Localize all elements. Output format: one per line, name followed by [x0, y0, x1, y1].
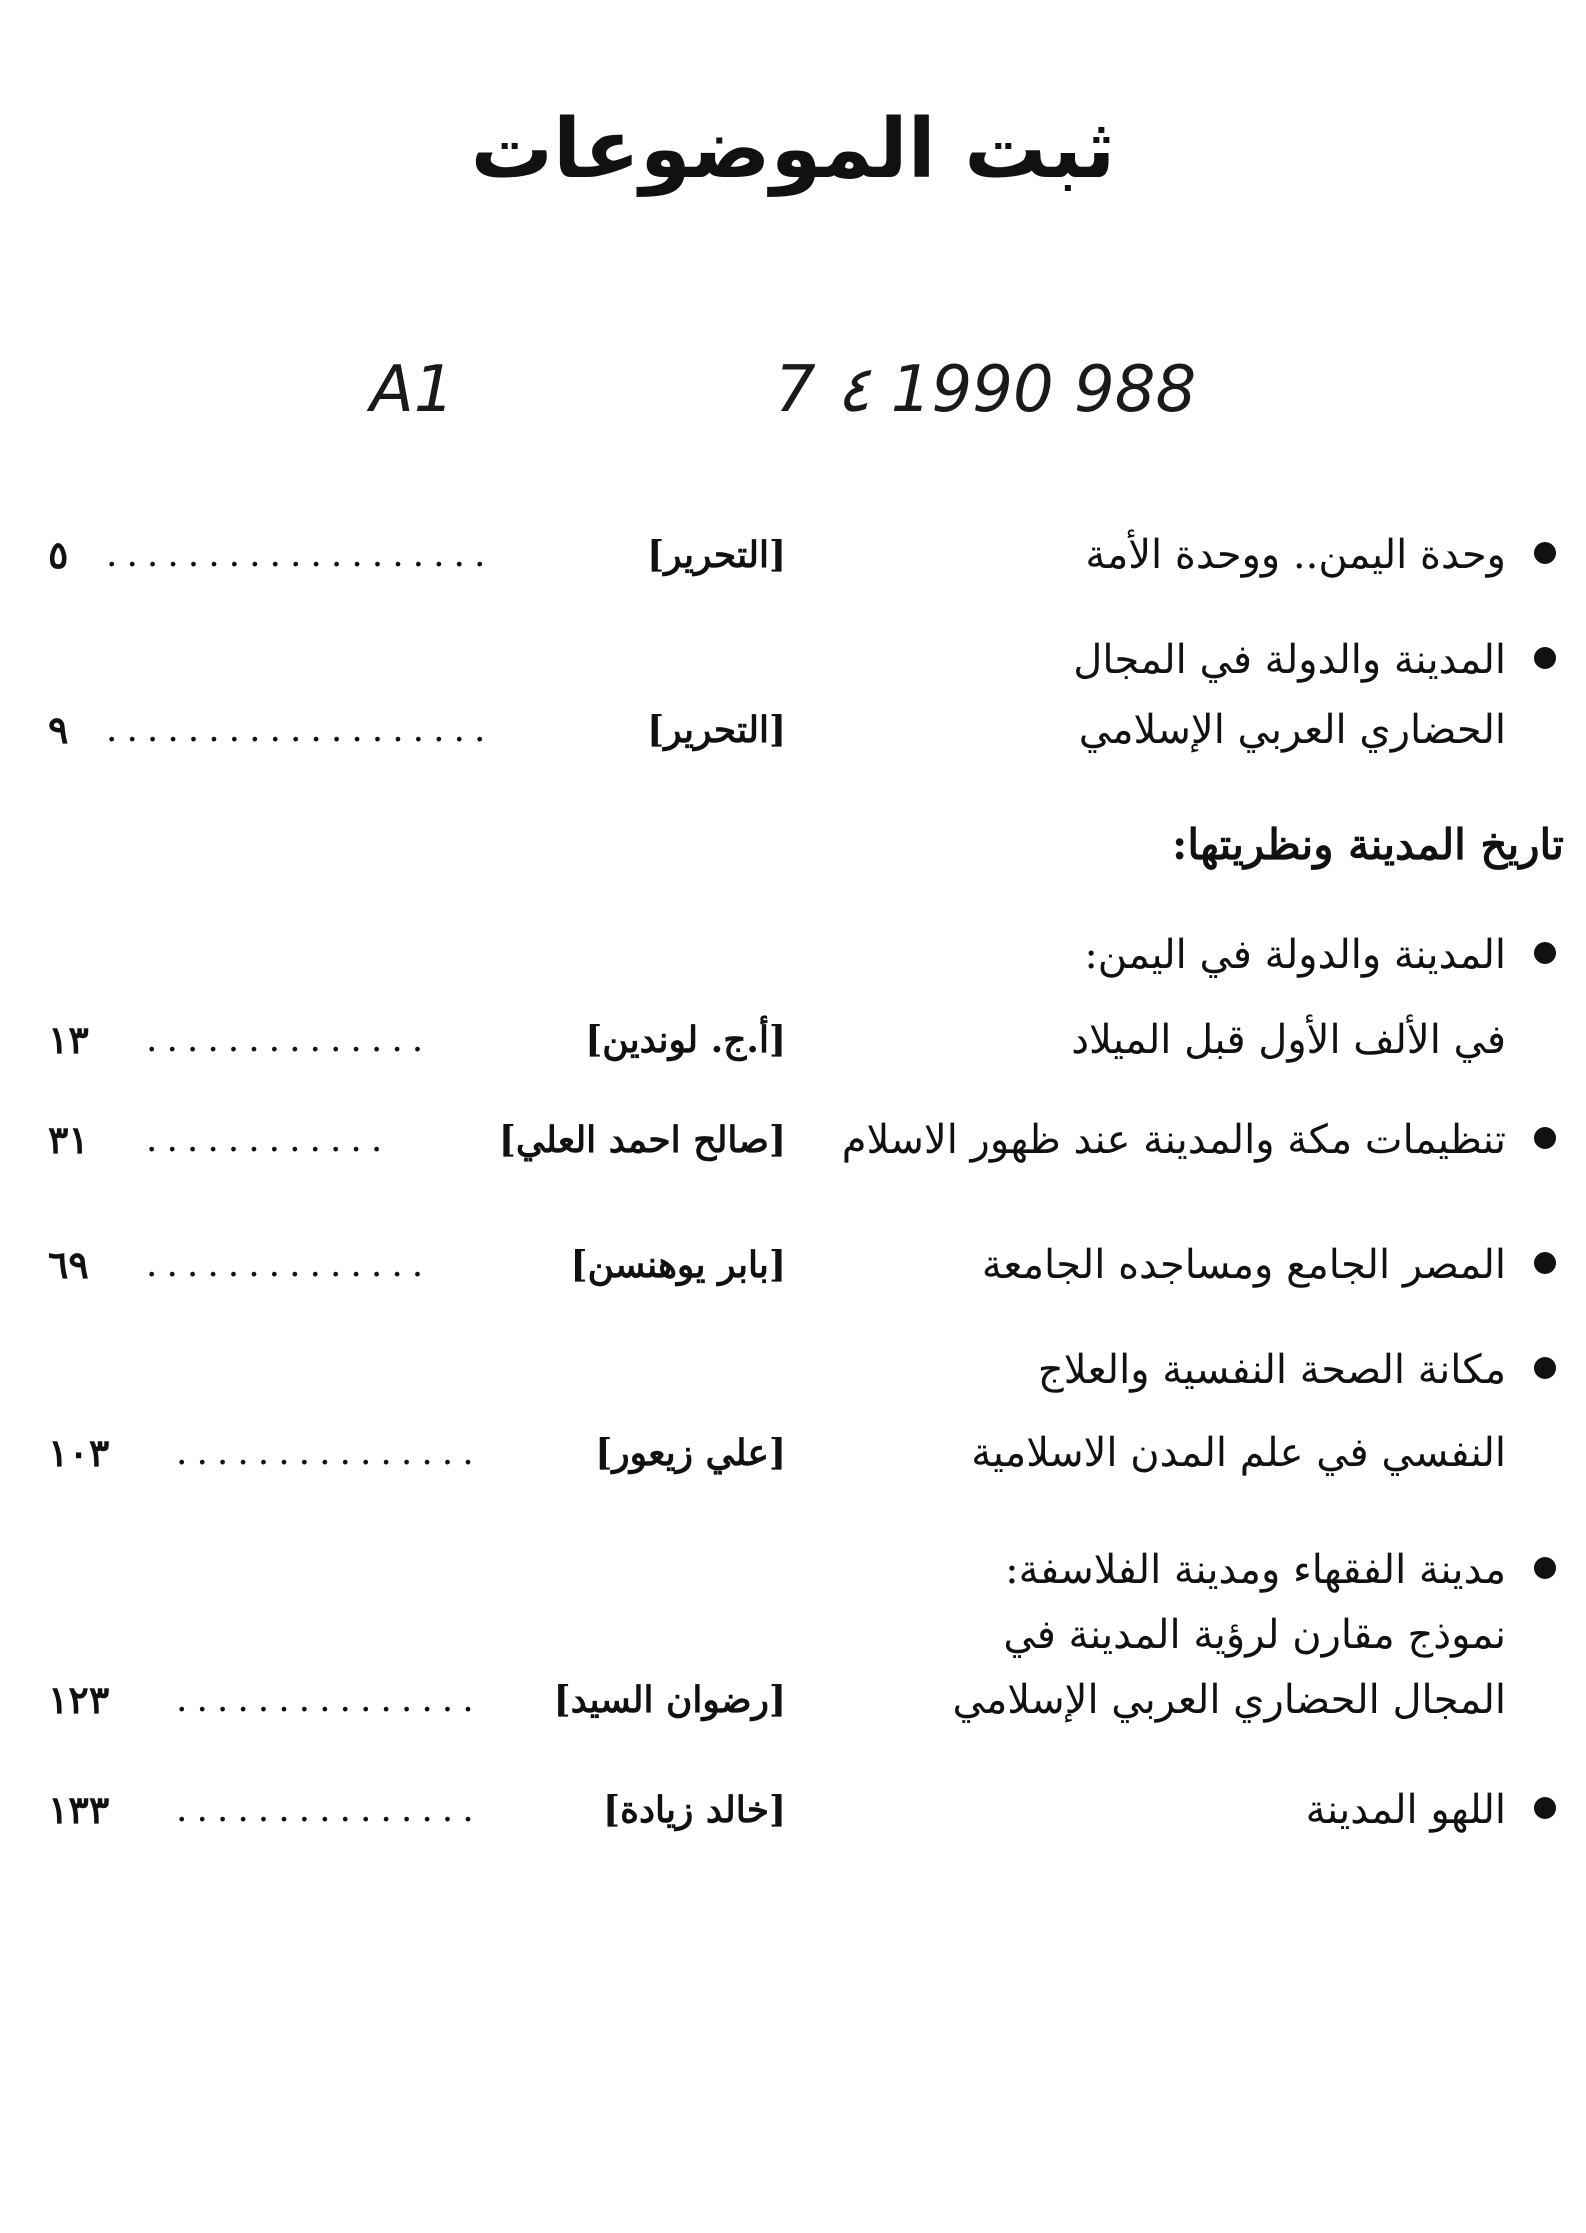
handwritten-code: A1 [370, 353, 455, 427]
leader-dots: ............... [176, 1432, 483, 1473]
leader-dots: ............... [176, 1679, 483, 1720]
entry-title: اللهو المدينة [1305, 1787, 1506, 1833]
entry-title: مكانة الصحة النفسية والعلاج [1037, 1347, 1506, 1393]
entry-page-number: ٩ [48, 707, 69, 752]
leader-dots: ................... [106, 534, 495, 575]
toc-entry-continuation [26, 1600, 1556, 1670]
entry-page-number: ٥ [48, 532, 69, 577]
toc-entry-continuation: المجال الحضاري العربي الإسلامي [رضوان السيد] ............... ١٢٣ [26, 1665, 1556, 1735]
entry-title: تنظيمات مكة والمدينة عند ظهور الاسلام [841, 1117, 1506, 1163]
section-heading: تاريخ المدينة ونظريتها: [1171, 820, 1564, 869]
entry-title: المصر الجامع ومساجده الجامعة [981, 1242, 1506, 1288]
entry-title-line2: في الألف الأول قبل الميلاد [1071, 1017, 1506, 1063]
entry-page-number: ١٣٣ [48, 1787, 110, 1832]
bullet-icon [1534, 542, 1556, 564]
leader-dots: ............... [176, 1789, 483, 1830]
entry-page-number: ١٣ [48, 1017, 89, 1062]
entry-title-line2: الحضاري العربي الإسلامي [1078, 707, 1506, 753]
entry-title: وحدة اليمن.. ووحدة الأمة [1085, 532, 1506, 578]
toc-entry-continuation: في الألف الأول قبل الميلاد [أ.ج. لوندين] .............. ١٣ [26, 1005, 1556, 1075]
bullet-icon [1534, 1797, 1556, 1819]
entry-title: مدينة الفقهاء ومدينة الفلاسفة: [1005, 1547, 1506, 1593]
entry-title: المدينة والدولة في المجال [1073, 637, 1506, 683]
toc-entry-continuation: الحضاري العربي الإسلامي [التحرير] ................... ٩ [26, 695, 1556, 765]
bullet-icon [1534, 1252, 1556, 1274]
toc-entry [26, 920, 1556, 990]
toc-entry: تنظيمات مكة والمدينة عند ظهور الاسلام [صالح احمد العلي] ............ ٣١ [26, 1105, 1556, 1175]
entry-page-number: ١٢٣ [48, 1677, 110, 1722]
bullet-icon [1534, 1557, 1556, 1579]
toc-entry-continuation: النفسي في علم المدن الاسلامية [علي زيعور] ............... ١٠٣ [26, 1418, 1556, 1488]
bullet-icon [1534, 647, 1556, 669]
entry-title-line3: المجال الحضاري العربي الإسلامي [952, 1677, 1506, 1723]
leader-dots: .............. [146, 1244, 433, 1285]
leader-dots: .............. [146, 1019, 433, 1060]
bullet-icon [1534, 942, 1556, 964]
toc-entry [26, 1535, 1556, 1605]
toc-entry [26, 625, 1556, 695]
leader-dots: ............ [146, 1119, 392, 1160]
leader-dots: ................... [106, 709, 495, 750]
toc-entry: وحدة اليمن.. ووحدة الأمة [التحرير] ................... ٥ [26, 520, 1556, 590]
entry-page-number: ١٠٣ [48, 1430, 110, 1475]
bullet-icon [1534, 1357, 1556, 1379]
bullet-icon [1534, 1127, 1556, 1149]
page-title: ثبت الموضوعات [470, 102, 1116, 197]
entry-title: المدينة والدولة في اليمن: [1084, 932, 1506, 978]
entry-page-number: ٦٩ [48, 1242, 89, 1287]
entry-title-line2: النفسي في علم المدن الاسلامية [971, 1430, 1506, 1476]
toc-entry: اللهو المدينة [خالد زيادة] ............... ١٣٣ [26, 1775, 1556, 1845]
handwritten-numbers: 7 ٤ 1990 988 [775, 353, 1197, 427]
entry-title-line2: نموذج مقارن لرؤية المدينة في [1003, 1612, 1506, 1658]
toc-entry [26, 1335, 1556, 1405]
entry-page-number: ٣١ [48, 1117, 89, 1162]
toc-entry: المصر الجامع ومساجده الجامعة [بابر يوهنسن] .............. ٦٩ [26, 1230, 1556, 1300]
